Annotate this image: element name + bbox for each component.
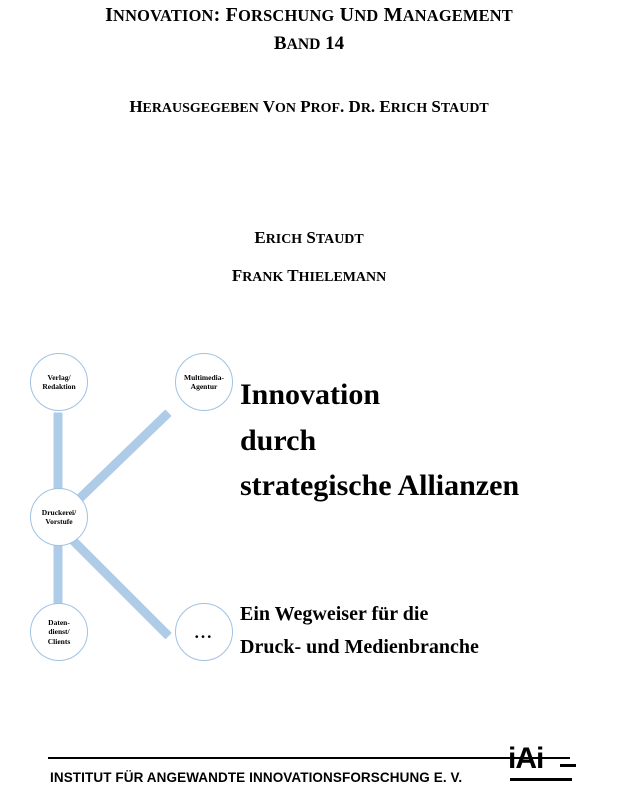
node-druckerei-line1: Druckerei/: [41, 507, 77, 517]
series-title: INNOVATION: FORSCHUNG UND MANAGEMENT: [105, 4, 513, 26]
network-diagram: [20, 345, 245, 675]
author-name-1: ERICH STAUDT: [254, 228, 364, 247]
institute-name: INSTITUT FÜR ANGEWANDTE INNOVATIONSFORSCHUNG E. V.: [50, 770, 463, 785]
node-multimedia-line1: Multimedia-: [184, 372, 224, 382]
logo-accent-bar: [560, 764, 576, 767]
footer-divider: [48, 757, 570, 759]
diagram-node-multimedia[interactable]: [175, 353, 233, 411]
node-multimedia-line2: Agentur: [190, 382, 218, 391]
series-volume: BAND 14: [273, 33, 345, 54]
node-druckerei-line2: Vorstufe: [45, 517, 73, 526]
editor-line: HERAUSGEGEBEN VON PROF. DR. ERICH STAUDT: [129, 97, 489, 116]
diagram-node-weitere[interactable]: [175, 603, 233, 661]
book-subtitle: [240, 598, 610, 664]
diagram-node-druckerei[interactable]: [30, 488, 88, 546]
book-title-line1: Innovation: [240, 378, 381, 411]
logo-text: iAi: [508, 742, 544, 775]
node-verlag-line2: Redaktion: [42, 382, 76, 391]
book-subtitle-line1: Ein Wegweiser für die: [240, 603, 429, 625]
book-subtitle-line2: Druck- und Medienbranche: [240, 636, 479, 658]
node-datendienst-line2: dienst/: [48, 627, 70, 637]
institute-logo: [508, 742, 578, 790]
node-datendienst-line3: Clients: [47, 636, 71, 646]
book-title-line2: durch: [240, 423, 317, 457]
logo-underline: [510, 778, 572, 781]
node-weitere-label: ...: [194, 622, 214, 642]
node-verlag-line1: Verlag/: [47, 372, 71, 382]
diagram-node-verlag[interactable]: [30, 353, 88, 411]
node-datendienst-line1: Daten-: [48, 617, 70, 627]
diagram-node-datendienst[interactable]: [30, 603, 88, 661]
book-title: [240, 372, 610, 509]
book-title-line3: strategische Allianzen: [240, 469, 520, 503]
author-name-2: FRANK THIELEMANN: [231, 266, 387, 285]
